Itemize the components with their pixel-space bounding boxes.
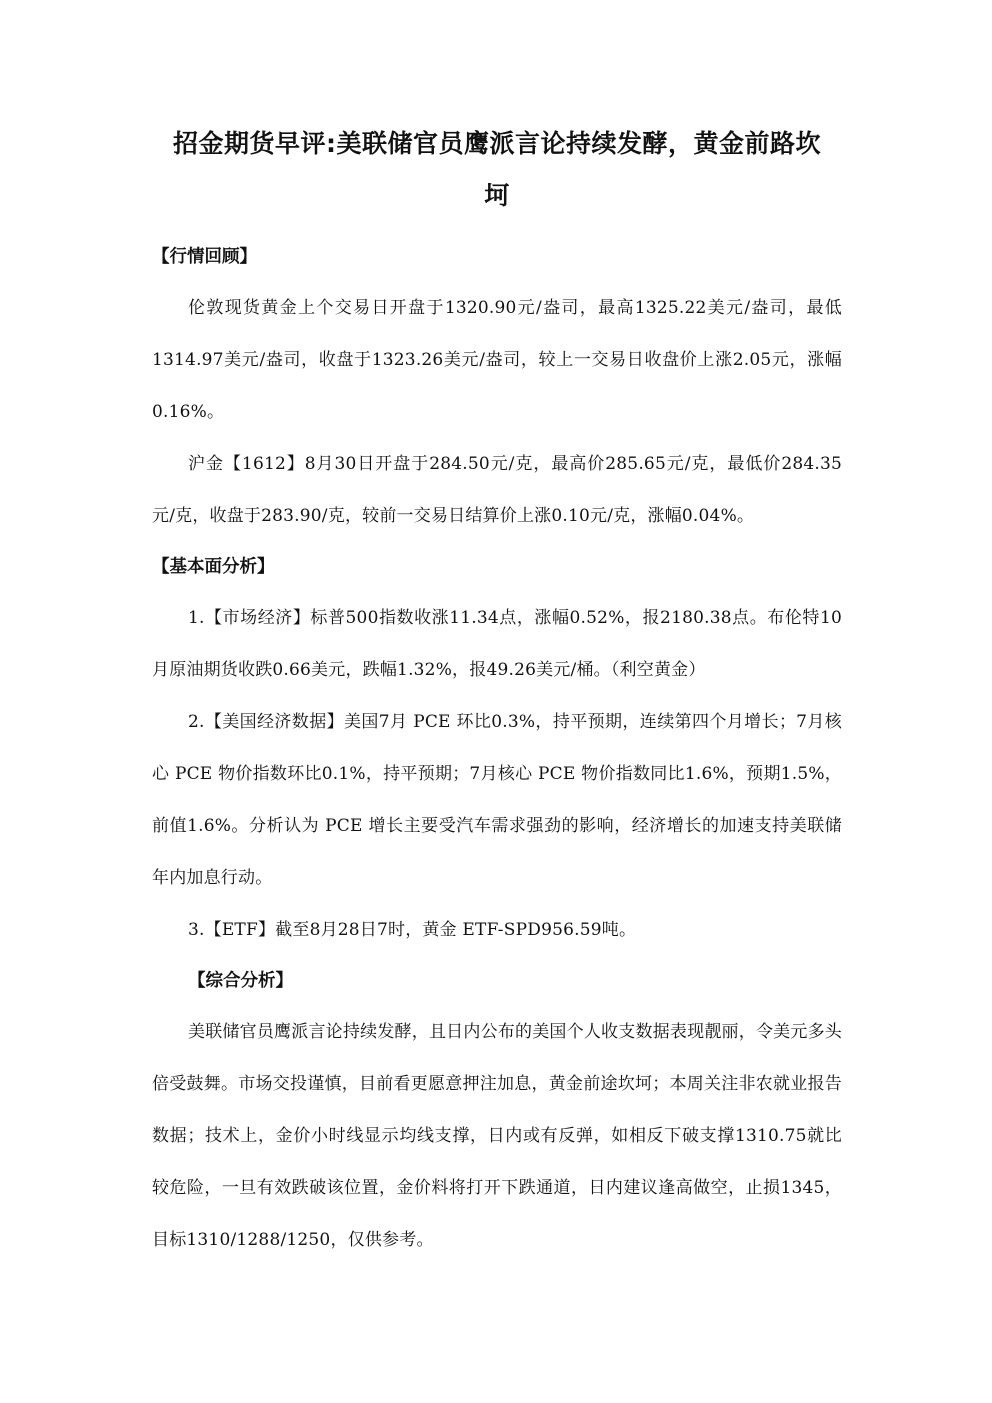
title-line-1: 招金期货早评:美联储官员鹰派言论持续发酵，黄金前路坎 [173,129,821,158]
comprehensive-analysis-paragraph: 美联储官员鹰派言论持续发酵，且日内公布的美国个人收支数据表现靓丽，令美元多头倍受鼓舞。市场交投谨慎，目前看更愿意押注加息，黄金前途坎坷；本周关注非农就业报告数据；技术上，金价小时线显示均线支撑，日内或有反弹，如相反下破支撑1310.75就比较危险，一旦有效跌破该位置，金价料将打开下跌通道，日内建议逢高做空，止损1345，目标1310/1288/1250，仅供参考。 [152,1022,842,1250]
market-review-heading: 【行情回顾】 [152,247,257,267]
document-page [152,118,842,1266]
london-gold-paragraph: 伦敦现货黄金上个交易日开盘于1320.90元/盎司，最高1325.22美元/盎司，最低1314.97美元/盎司，收盘于1323.26美元/盎司，较上一交易日收盘价上涨2.05元，涨幅0.16%。 [152,298,842,422]
us-economic-data-paragraph: 2.【美国经济数据】美国7月 PCE 环比0.3%，持平预期，连续第四个月增长；7月核心 PCE 物价指数环比0.1%，持平预期；7月核心 PCE 物价指数同比1.6%，预期1.5%，前值1.6%。分析认为 PCE 增长主要受汽车需求强劲的影响，经济增长的加速支持美联储年内加息行动。 [152,712,842,888]
fundamental-analysis-section [152,542,842,956]
document-title [152,118,842,222]
etf-paragraph: 3.【ETF】截至8月28日7时，黄金 ETF-SPD956.59吨。 [188,920,637,940]
comprehensive-analysis-section [152,956,842,1266]
comprehensive-analysis-heading: 【综合分析】 [188,971,293,991]
fundamental-analysis-heading: 【基本面分析】 [152,557,275,577]
title-line-2: 坷 [484,181,510,210]
market-economy-paragraph: 1.【市场经济】标普500指数收涨11.34点，涨幅0.52%，报2180.38点。布伦特10月原油期货收跌0.66美元，跌幅1.32%，报49.26美元/桶。（利空黄金） [152,608,842,680]
market-review-section [152,232,842,542]
shanghai-gold-paragraph: 沪金【1612】8月30日开盘于284.50元/克，最高价285.65元/克，最低价284.35元/克，收盘于283.90/克，较前一交易日结算价上涨0.10元/克，涨幅0.04%。 [152,454,842,526]
